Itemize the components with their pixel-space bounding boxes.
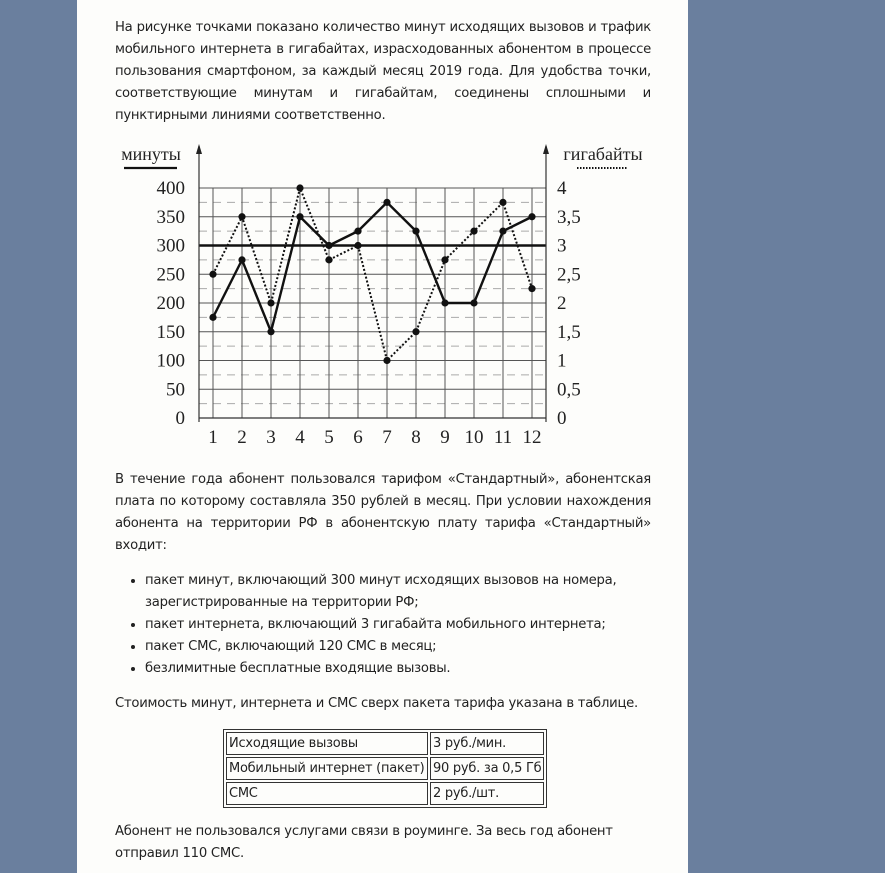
gigabytes-data-point	[470, 228, 477, 235]
gigabytes-data-point	[412, 328, 419, 335]
gigabytes-data-point	[296, 184, 303, 191]
included-items-list	[115, 570, 665, 680]
minutes-data-point	[383, 199, 390, 206]
list-item: • пакет интернета, включающий 3 гигабайта мобильного интернета;	[145, 614, 665, 636]
x-tick-label: 9	[440, 427, 450, 448]
gigabytes-data-point	[209, 271, 216, 278]
gigabytes-data-point	[267, 299, 274, 306]
gigabytes-data-point	[383, 357, 390, 364]
right-tick-label: 3,5	[557, 206, 581, 228]
right-tick-label: 4	[557, 178, 567, 199]
minutes-data-point	[412, 228, 419, 235]
right-axis-arrow-icon	[543, 144, 549, 154]
x-tick-label: 7	[382, 427, 392, 448]
list-item: • безлимитные бесплатные входящие вызовы.	[145, 658, 665, 680]
minutes-data-point	[470, 299, 477, 306]
left-tick-label: 250	[156, 264, 185, 286]
price-cell: 90 руб. за 0,5 Гб	[430, 757, 544, 780]
left-tick-label: 350	[156, 206, 185, 228]
right-axis-title: гигабайты	[563, 144, 643, 164]
minutes-data-point	[354, 228, 361, 235]
right-tick-label: 2	[557, 293, 567, 314]
service-cell: Мобильный интернет (пакет)	[226, 757, 428, 780]
minutes-data-point	[238, 256, 245, 263]
minutes-series-line	[213, 202, 532, 331]
document-page	[77, 0, 688, 873]
gigabytes-data-point	[238, 213, 245, 220]
x-tick-label: 1	[208, 427, 218, 448]
x-tick-label: 11	[493, 427, 513, 448]
left-tick-label: 150	[156, 321, 185, 343]
minutes-data-point	[441, 299, 448, 306]
left-tick-label: 100	[156, 350, 185, 372]
x-tick-label: 3	[266, 427, 276, 448]
price-cell: 2 руб./шт.	[430, 782, 544, 805]
gigabytes-data-point	[325, 256, 332, 263]
right-tick-label: 0	[557, 408, 567, 429]
table-intro: Стоимость минут, интернета и СМС сверх пакета тарифа указана в таблице.	[115, 696, 638, 711]
x-tick-label: 2	[237, 427, 247, 448]
intro-paragraph: На рисунке точками показано количество минут исходящих вызовов и трафик мобильного интернета в гигабайтах, израсходованных абонентом в процессе пользования смартфоном, за каждый месяц 2019 года. Для удобства точки, соответствующие минутам и гигабайтам, соединены сплошными и пунктирными линиями соответственно.	[115, 20, 651, 123]
minutes-data-point	[325, 242, 332, 249]
list-item: • пакет минут, включающий 300 минут исходящих вызовов на номера, зарегистрированные на территории РФ;	[145, 570, 665, 614]
table-row	[226, 782, 544, 805]
x-tick-label: 6	[353, 427, 363, 448]
list-item: • пакет СМС, включающий 120 СМС в месяц;	[145, 636, 665, 658]
right-tick-label: 1,5	[557, 321, 581, 343]
gigabytes-data-point	[499, 199, 506, 206]
gigabytes-data-point	[354, 242, 361, 249]
tariff-paragraph: В течение года абонент пользовался тарифом «Стандартный», абонентская плата по которому составляла 350 рублей в месяц. При условии нахождения абонента на территории РФ в абонентскую плату тарифа «Стандартный» входит:	[115, 472, 651, 553]
x-tick-label: 10	[464, 427, 484, 448]
minutes-data-point	[499, 228, 506, 235]
price-table	[223, 729, 547, 808]
left-tick-label: 200	[156, 293, 185, 314]
table-row	[226, 757, 544, 780]
right-tick-label: 3	[557, 235, 567, 257]
x-tick-label: 5	[324, 427, 334, 448]
x-tick-label: 4	[295, 427, 305, 448]
usage-chart	[107, 138, 667, 456]
price-cell: 3 руб./мин.	[430, 732, 544, 755]
closing-paragraph: Абонент не пользовался услугами связи в роуминге. За весь год абонент отправил 110 СМС.	[115, 824, 613, 861]
left-tick-label: 400	[156, 178, 185, 199]
table-row	[226, 732, 544, 755]
x-tick-label: 12	[522, 427, 542, 448]
right-tick-label: 0,5	[557, 379, 581, 401]
left-axis-title: минуты	[121, 144, 181, 164]
left-axis-arrow-icon	[196, 144, 202, 154]
x-tick-label: 8	[411, 427, 421, 448]
gigabytes-data-point	[528, 285, 535, 292]
minutes-data-point	[528, 213, 535, 220]
minutes-data-point	[267, 328, 274, 335]
usage-chart-svg	[107, 138, 667, 456]
minutes-data-point	[209, 314, 216, 321]
right-tick-label: 1	[557, 350, 567, 372]
gigabytes-data-point	[441, 256, 448, 263]
service-cell: Исходящие вызовы	[226, 732, 428, 755]
right-tick-label: 2,5	[557, 264, 581, 286]
left-tick-label: 50	[166, 379, 185, 401]
service-cell: СМС	[226, 782, 428, 805]
left-tick-label: 300	[156, 235, 185, 257]
minutes-data-point	[296, 213, 303, 220]
left-tick-label: 0	[175, 408, 185, 429]
